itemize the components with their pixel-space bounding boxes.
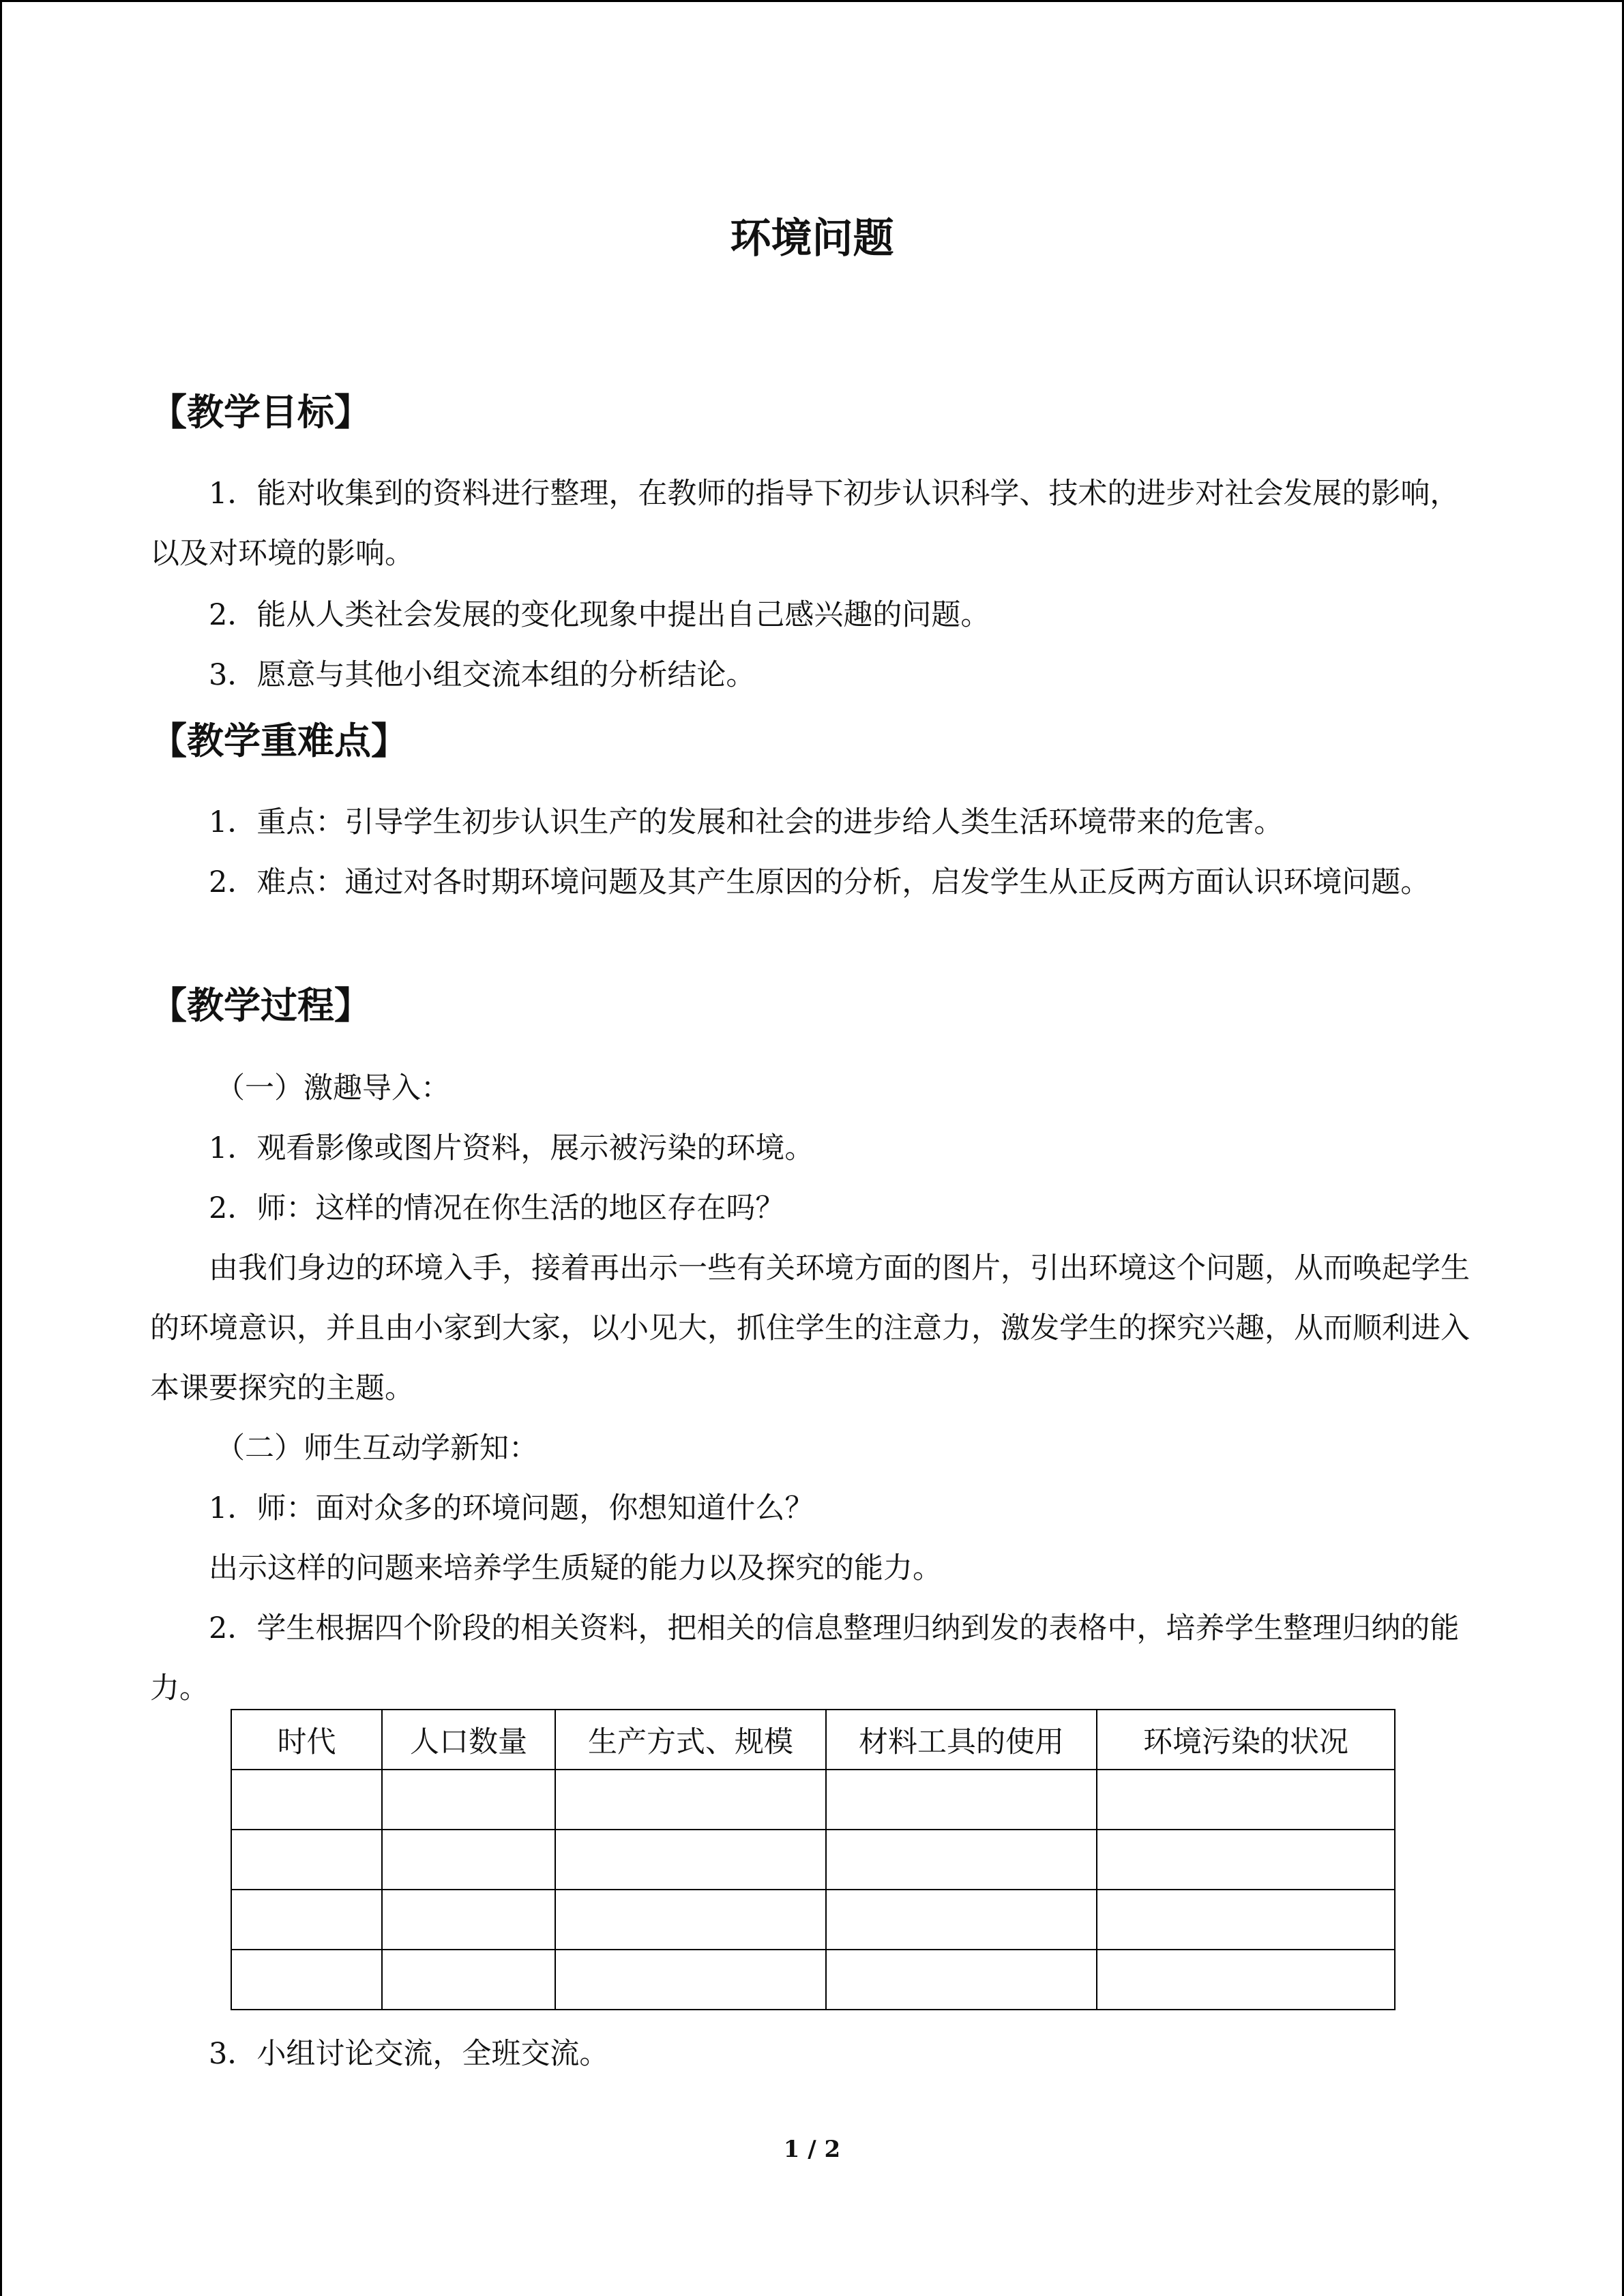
table-cell	[555, 1950, 826, 2010]
table-cell	[1097, 1770, 1395, 1830]
page-number: 1 / 2	[783, 2136, 841, 2163]
process-part2-paragraph: 出示这样的问题来培养学生质疑的能力以及探究的能力。	[209, 1551, 942, 1585]
table-cell	[826, 1830, 1097, 1890]
table-cell	[231, 1950, 382, 2010]
table-cell	[382, 1950, 555, 2010]
table-header-pollution: 环境污染的状况	[1097, 1710, 1395, 1770]
process-after-table: 3．小组讨论交流，全班交流。	[209, 2037, 609, 2071]
table-cell	[826, 1950, 1097, 2010]
process-part1-item-1: 1．观看影像或图片资料，展示被污染的环境。	[209, 1131, 814, 1165]
key-point-item-1: 1．重点：引导学生初步认识生产的发展和社会的进步给人类生活环境带来的危害。	[209, 805, 1284, 839]
table-cell	[231, 1830, 382, 1890]
info-table	[231, 1709, 1396, 2010]
table-cell	[382, 1830, 555, 1890]
document-title: 环境问题	[730, 215, 894, 263]
table-row	[231, 1770, 1395, 1830]
table-header-row	[231, 1710, 1395, 1770]
key-point-item-2: 2．难点：通过对各时期环境问题及其产生原因的分析，启发学生从正反两方面认识环境问题。	[209, 865, 1430, 899]
process-part2-item-2: 2．学生根据四个阶段的相关资料，把相关的信息整理归纳到发的表格中，培养学生整理归纳的能力。	[150, 1611, 1460, 1705]
process-part2-title: （二）师生互动学新知：	[216, 1431, 538, 1465]
table-cell	[826, 1890, 1097, 1950]
goal-item-3: 3．愿意与其他小组交流本组的分析结论。	[209, 658, 756, 692]
table-cell	[382, 1890, 555, 1950]
goal-item-2: 2．能从人类社会发展的变化现象中提出自己感兴趣的问题。	[209, 598, 990, 632]
section-heading-goals: 【教学目标】	[150, 391, 371, 434]
table-cell	[382, 1770, 555, 1830]
table-row	[231, 1950, 1395, 2010]
process-part1-item-2: 2．师：这样的情况在你生活的地区存在吗？	[209, 1191, 785, 1225]
table-cell	[826, 1770, 1097, 1830]
goal-item-1: 1．能对收集到的资料进行整理，在教师的指导下初步认识科学、技术的进步对社会发展的影响，以及对环境的影响。	[150, 477, 1460, 571]
table-cell	[555, 1770, 826, 1830]
process-part1-title: （一）激趣导入：	[216, 1071, 450, 1105]
table-header-era: 时代	[231, 1710, 382, 1770]
table-cell	[1097, 1830, 1395, 1890]
table-row	[231, 1830, 1395, 1890]
table-cell	[555, 1830, 826, 1890]
table-cell	[231, 1890, 382, 1950]
table-header-production: 生产方式、规模	[555, 1710, 826, 1770]
table-cell	[1097, 1890, 1395, 1950]
process-part2-item-1: 1．师：面对众多的环境问题，你想知道什么？	[209, 1491, 814, 1525]
table-header-population: 人口数量	[382, 1710, 555, 1770]
table-header-materials: 材料工具的使用	[826, 1710, 1097, 1770]
table-cell	[231, 1770, 382, 1830]
table-cell	[555, 1890, 826, 1950]
table-row	[231, 1890, 1395, 1950]
table-cell	[1097, 1950, 1395, 2010]
section-heading-key-points: 【教学重难点】	[150, 719, 408, 762]
section-heading-process: 【教学过程】	[150, 984, 371, 1027]
process-part1-paragraph: 由我们身边的环境入手，接着再出示一些有关环境方面的图片，引出环境这个问题，从而唤起学生的环境意识，并且由小家到大家，以小见大，抓住学生的注意力，激发学生的探究兴趣，从而顺利进入本课要探究的主题。	[150, 1251, 1470, 1405]
